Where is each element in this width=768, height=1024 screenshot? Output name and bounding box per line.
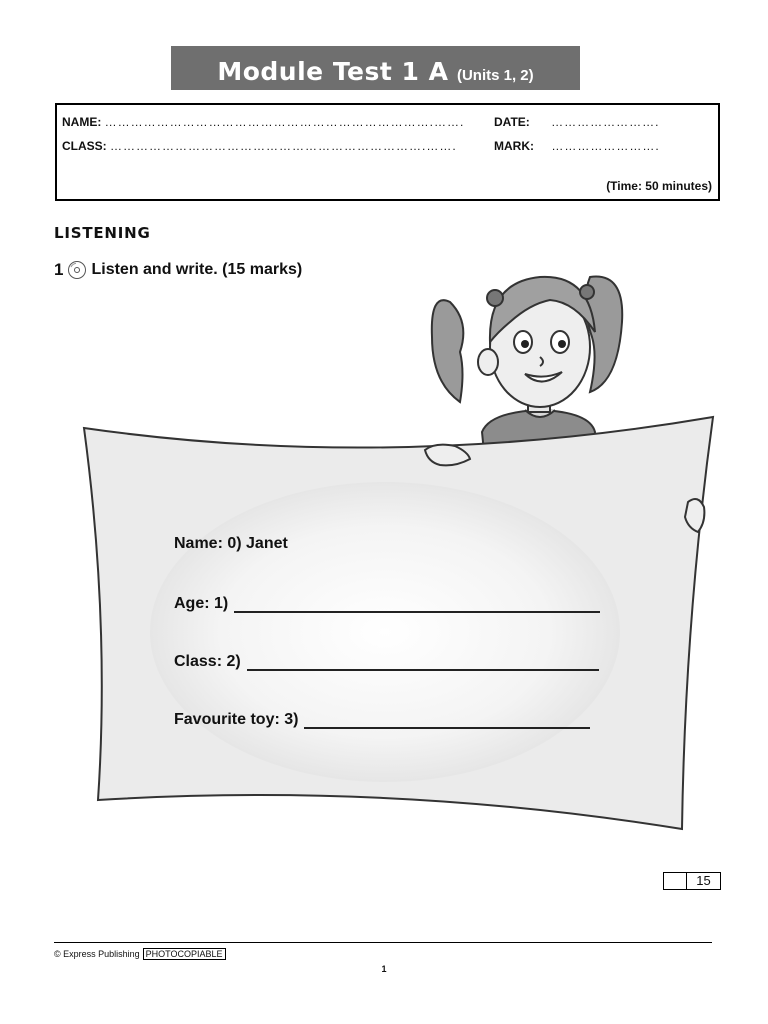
date-dots: …………………….	[551, 115, 660, 129]
footer	[54, 948, 226, 960]
class-field[interactable]	[62, 139, 457, 153]
form-line-favourite-toy: Favourite toy: 3)	[174, 711, 590, 729]
score-box[interactable]	[663, 872, 721, 890]
page-number: 1	[381, 964, 387, 974]
name-field[interactable]	[62, 115, 464, 129]
class-label: CLASS:	[62, 139, 107, 153]
class-dots: ……………………………………………………………….…….	[110, 139, 457, 153]
name-label: NAME:	[62, 115, 102, 129]
form-line-class: Class: 2)	[174, 653, 599, 671]
title-banner	[171, 46, 580, 90]
class-blank[interactable]	[247, 655, 599, 671]
paper-highlight	[150, 482, 620, 782]
mark-dots: …………………….	[551, 139, 660, 153]
footer-divider	[54, 942, 712, 943]
date-label: DATE:	[494, 115, 530, 129]
date-field[interactable]	[494, 115, 659, 129]
photocopiable-badge: PHOTOCOPIABLE	[143, 948, 226, 960]
task-number: 1	[54, 260, 64, 279]
form-line-name: Name: 0) Janet	[174, 535, 288, 552]
form-line-age: Age: 1)	[174, 595, 600, 613]
mark-field[interactable]	[494, 139, 660, 153]
copyright-text: © Express Publishing	[54, 949, 140, 959]
student-info-box	[55, 103, 720, 201]
mark-label: MARK:	[494, 139, 534, 153]
section-heading: LISTENING	[54, 224, 151, 242]
favourite-toy-blank[interactable]	[304, 713, 590, 729]
name-dots: ………………………………………………………………….…….	[104, 115, 465, 129]
score-total: 15	[696, 873, 711, 888]
page-title: Module Test 1 A	[217, 57, 449, 86]
time-limit: (Time: 50 minutes)	[606, 179, 712, 193]
score-input-cell[interactable]	[664, 873, 687, 889]
age-blank[interactable]	[234, 597, 600, 613]
title-units: (Units 1, 2)	[456, 67, 534, 84]
task-text: Listen and write. (15 marks)	[91, 261, 303, 278]
girl-holding-sign-illustration	[70, 262, 720, 837]
